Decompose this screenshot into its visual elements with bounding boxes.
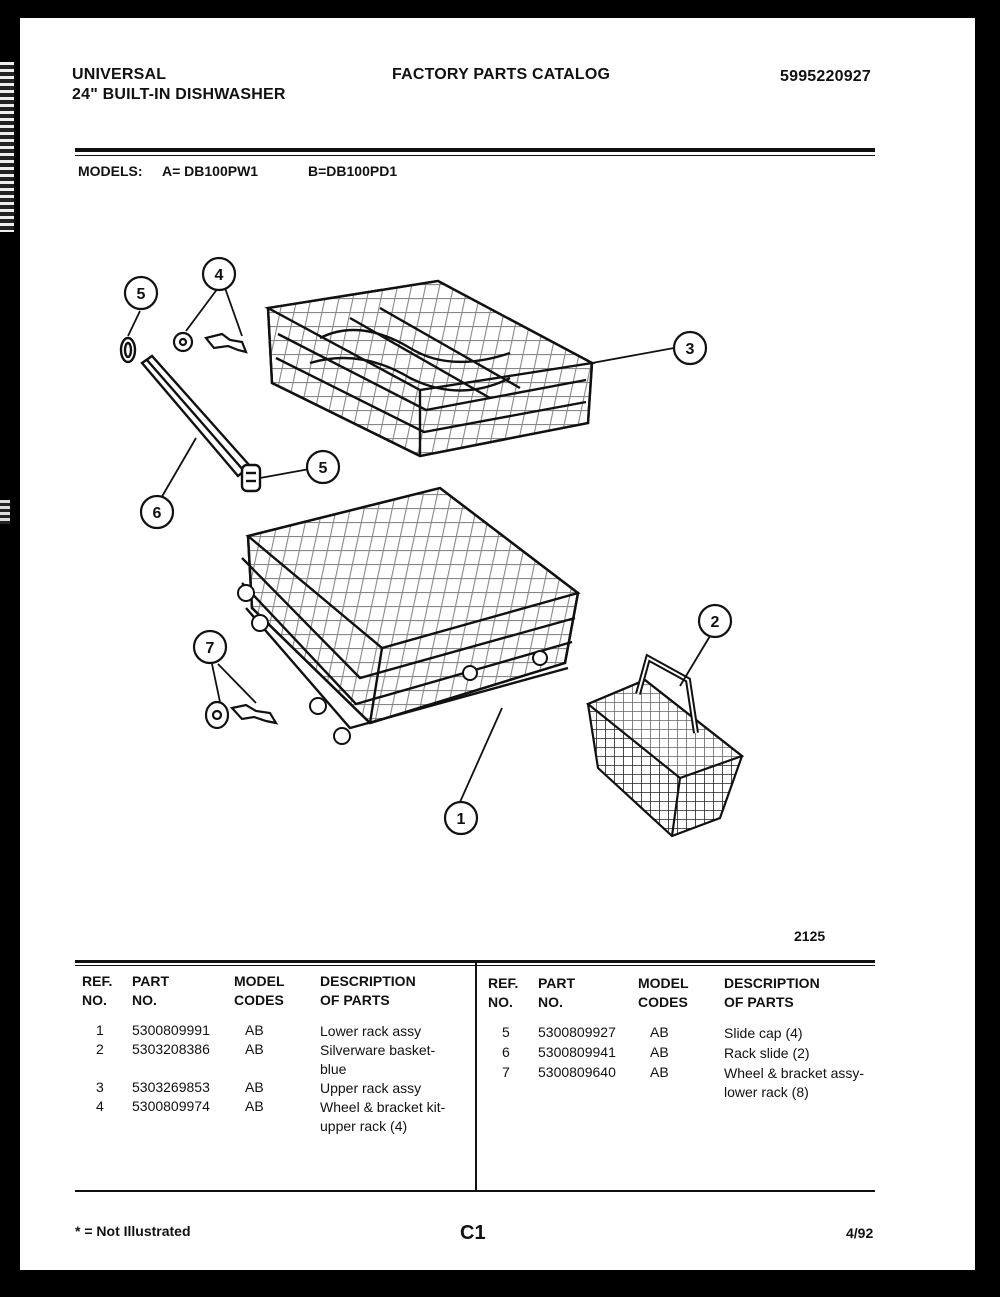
callout-6 [141,496,173,528]
upper-rack [268,281,592,456]
ref-no: 7 [502,1064,510,1080]
part-description: Upper rack assy [320,1080,422,1096]
table-row [488,1024,888,1044]
header-part: PART NO. [538,975,576,1010]
exploded-parts-diagram [20,18,975,918]
table-center-divider [475,963,477,1191]
part-description: Slide cap (4) [724,1025,803,1041]
parts-table-right [488,974,878,1184]
wheel-bracket-lower [206,702,276,728]
scan-edge-mark [0,62,14,232]
ref-no: 2 [96,1041,104,1057]
table-bottom-rule [75,1190,875,1192]
part-description: Lower rack assy [320,1023,422,1039]
callout-3 [674,332,706,364]
callout-2 [699,605,731,637]
part-description: Rack slide (2) [724,1045,810,1061]
svg-text:3: 3 [685,341,695,358]
header-description: DESCRIPTION OF PARTS [320,973,416,1008]
model-codes: AB [245,1041,264,1057]
header-model: MODEL CODES [638,975,689,1010]
ref-no: 3 [96,1079,104,1095]
model-b: B=DB100PD1 [308,163,398,179]
part-description: Silverware basket-blue [320,1042,436,1077]
product-name: 24" BUILT-IN DISHWASHER [72,86,286,103]
models-label: MODELS: [78,163,143,179]
svg-text:2: 2 [710,614,720,631]
header-description: DESCRIPTION OF PARTS [724,975,820,1010]
svg-text:4: 4 [214,267,224,284]
scan-edge-mark [0,500,10,524]
table-row [82,1098,482,1134]
model-codes: AB [245,1022,264,1038]
revision-date: 4/92 [846,1225,874,1241]
callout-5-mid [307,451,339,483]
catalog-title: FACTORY PARTS CATALOG [392,66,611,83]
part-no: 5300809640 [538,1064,616,1080]
part-no: 5300809941 [538,1044,616,1060]
silverware-basket [588,658,742,836]
part-no: 5300809927 [538,1024,616,1040]
callout-7 [194,631,226,663]
part-no: 5300809974 [132,1098,210,1114]
model-codes: AB [650,1044,669,1060]
model-codes: AB [650,1064,669,1080]
header-part: PART NO. [132,973,170,1008]
ref-no: 6 [502,1044,510,1060]
rack-slide [142,356,250,476]
catalog-page [20,18,975,1270]
callout-1 [445,802,477,834]
part-no: 5303269853 [132,1079,210,1095]
header-model: MODEL CODES [234,973,285,1008]
callout-4 [203,258,235,290]
callout-5-top [125,277,157,309]
ref-no: 5 [502,1024,510,1040]
table-row [488,1044,888,1064]
model-codes: AB [245,1079,264,1095]
svg-text:1: 1 [456,811,466,828]
svg-text:5: 5 [136,286,146,303]
model-codes: AB [650,1024,669,1040]
table-row [488,1064,888,1100]
header-ref: REF. NO. [82,973,113,1008]
page-number: C1 [460,1222,486,1244]
model-a: A= DB100PW1 [162,163,259,179]
part-no: 5303208386 [132,1041,210,1057]
not-illustrated-note: * = Not Illustrated [75,1223,191,1239]
model-codes: AB [245,1098,264,1114]
wheel-bracket-upper [174,333,246,352]
lower-rack [238,488,578,744]
part-no: 5300809991 [132,1022,210,1038]
header-ref: REF. NO. [488,975,519,1010]
svg-text:5: 5 [318,460,328,477]
diagram-number: 2125 [794,928,826,944]
part-description: Wheel & bracket kit-upper rack (4) [320,1099,446,1134]
brand-name: UNIVERSAL [72,66,167,83]
ref-no: 1 [96,1022,104,1038]
table-row [82,1079,482,1099]
ref-no: 4 [96,1098,104,1114]
catalog-number: 5995220927 [780,68,871,85]
table-row [82,1041,482,1077]
part-description: Wheel & bracket assy-lower rack (8) [724,1065,865,1100]
svg-text:7: 7 [205,640,215,657]
parts-table-left [82,972,472,1182]
svg-text:6: 6 [152,505,162,522]
table-row [82,1022,482,1042]
